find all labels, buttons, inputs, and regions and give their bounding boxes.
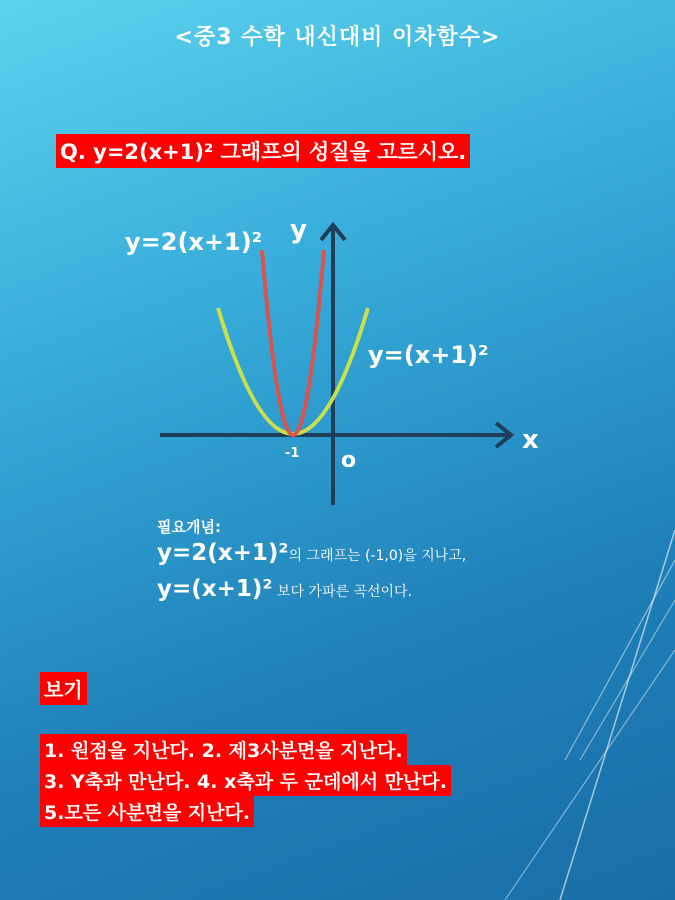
y-axis-label: y (290, 215, 307, 245)
concept-formula-2: y=(x+1)² (157, 576, 273, 602)
choice-line-3: 5.모든 사분면을 지난다. (40, 796, 254, 827)
choice-line-1: 1. 원점을 지난다. 2. 제3사분면을 지난다. (40, 734, 407, 765)
yellow-parabola (218, 308, 368, 434)
concept-heading: 필요개념: (157, 518, 221, 536)
concept-text-1: 의 그래프는 (-1,0)을 지나고, (288, 548, 467, 564)
bogi-label: 보기 (40, 672, 87, 705)
origin-label: o (341, 448, 357, 473)
choice-line-2: 3. Y축과 만난다. 4. x축과 두 군데에서 만난다. (40, 765, 451, 796)
red-curve-label: y=2(x+1)² (125, 228, 263, 256)
concept-text-2: 보다 가파른 곡선이다. (272, 584, 413, 600)
concept-line-1 (157, 540, 466, 566)
concept-formula-1: y=2(x+1)² (157, 540, 289, 566)
vertex-label: -1 (285, 446, 300, 461)
x-axis-label: x (522, 425, 539, 455)
parabola-graph (0, 180, 675, 510)
page-title: <중3 수학 내신대비 이차함수> (174, 25, 501, 50)
question-text: Q. y=2(x+1)² 그래프의 성질을 고르시오. (56, 134, 470, 168)
concept-line-2 (157, 576, 412, 602)
red-parabola (262, 250, 324, 435)
yellow-curve-label: y=(x+1)² (368, 341, 489, 369)
